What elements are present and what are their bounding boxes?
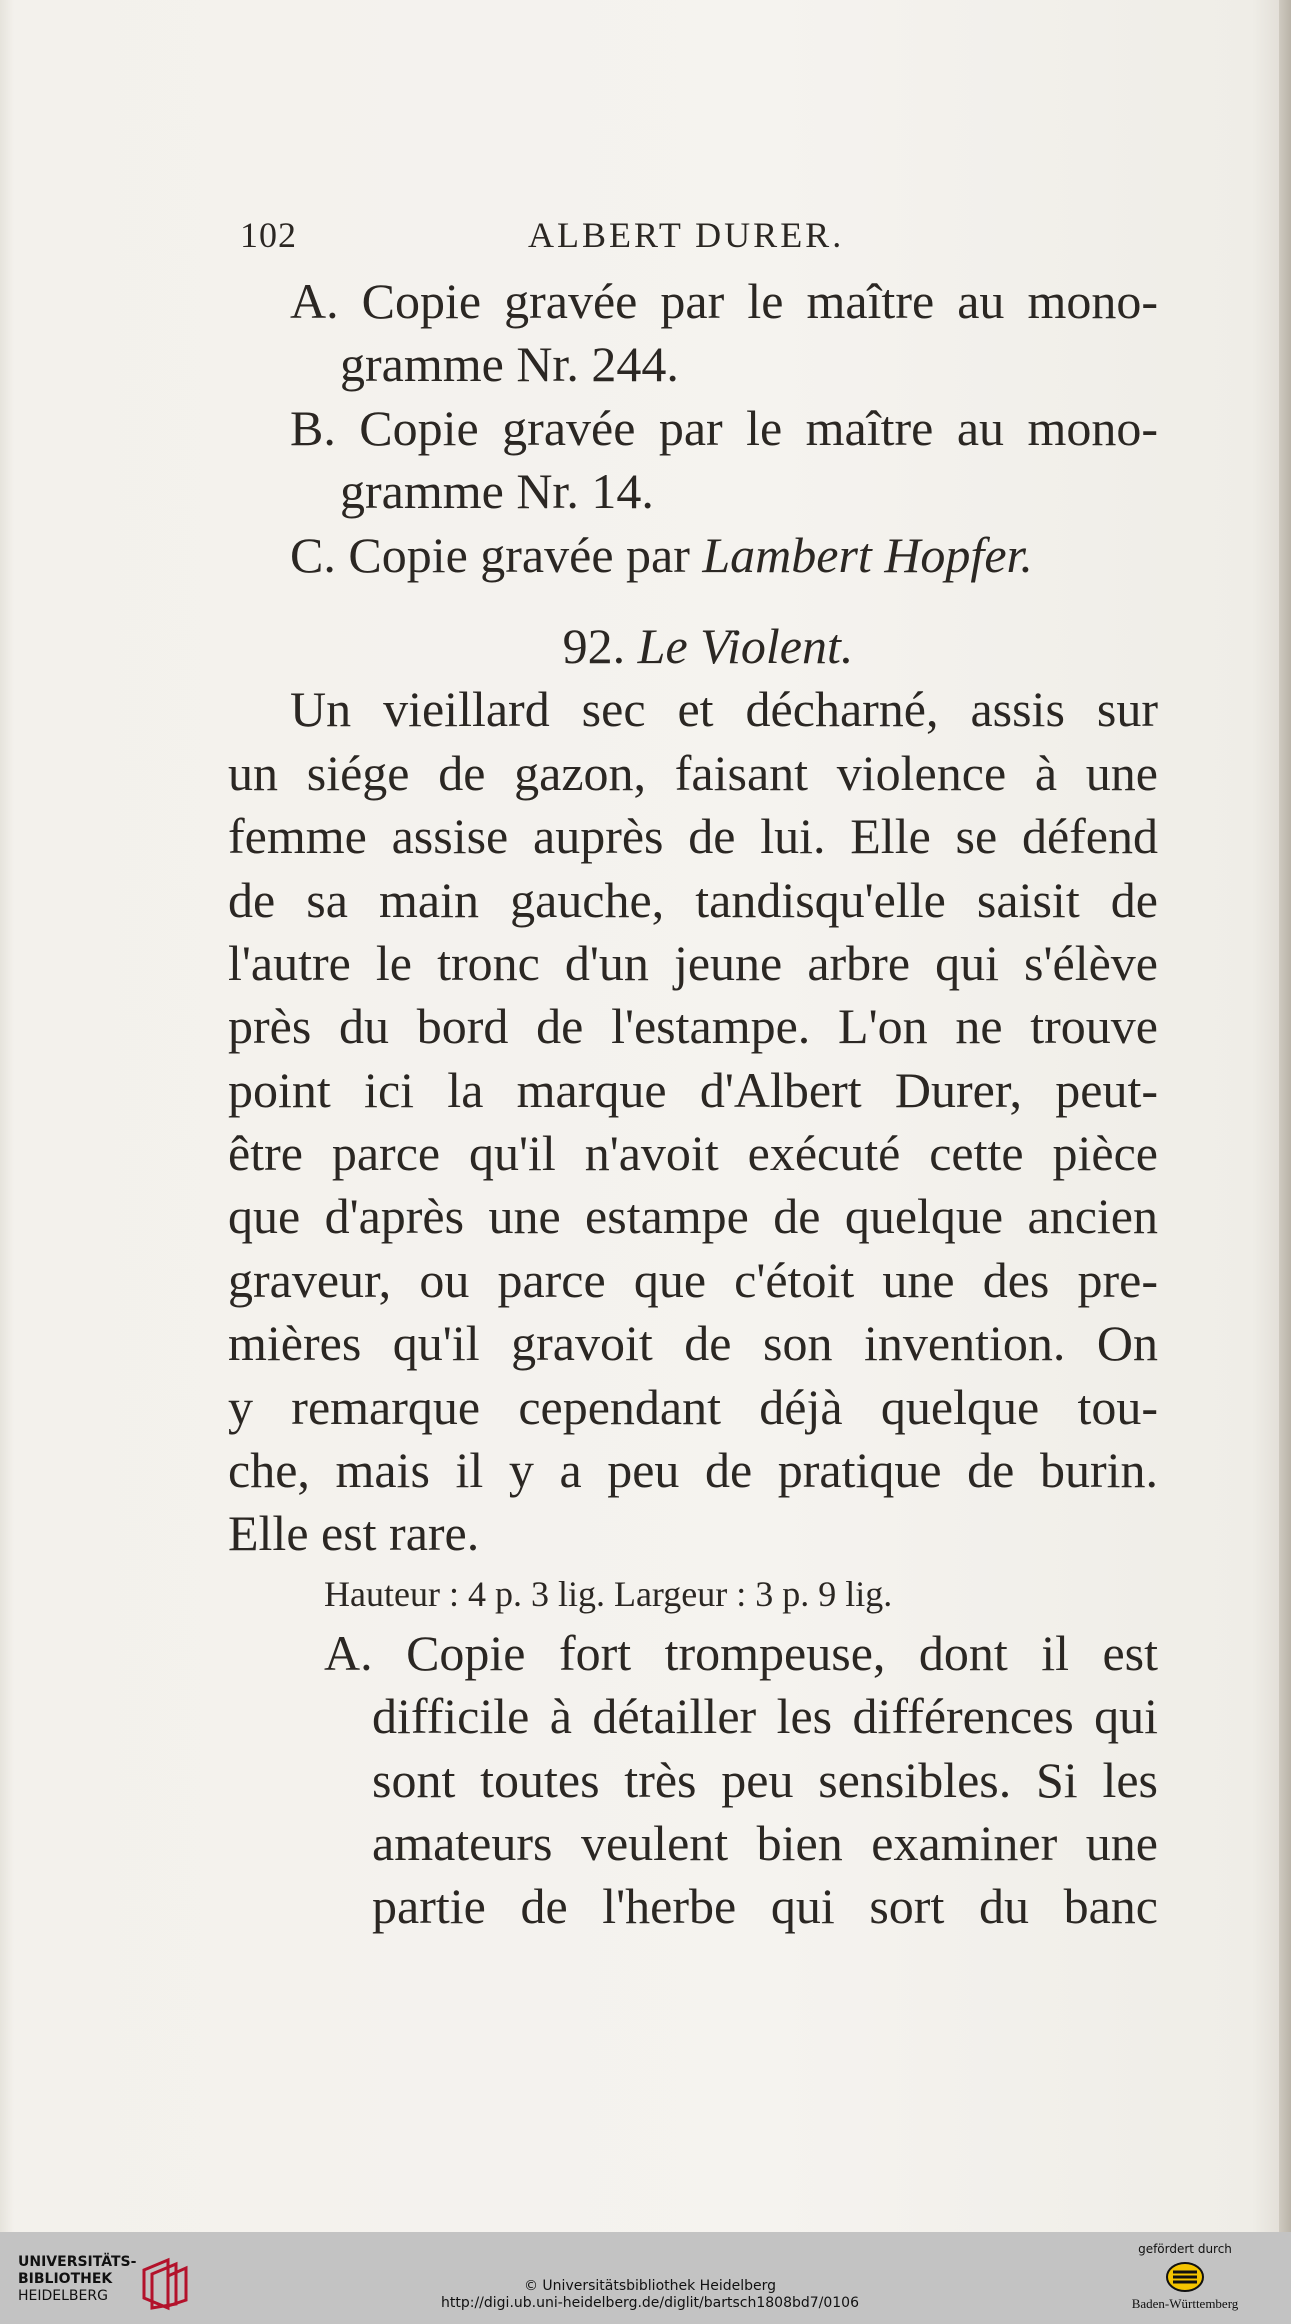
library-name-line: UNIVERSITÄTS- — [18, 2254, 137, 2270]
text-line: A. Copie gravée par le maître au mono- — [290, 273, 1158, 329]
permalink[interactable]: http://digi.ub.uni-heidelberg.de/diglit/bartsch1808bd7/0106 — [441, 2295, 859, 2311]
funded-by-label: gefördert durch — [1138, 2242, 1232, 2256]
text-block — [228, 210, 1158, 1939]
text-line: femme assise auprès de lui. Elle se défend — [228, 808, 1158, 865]
text-line: être parce qu'il n'avoit exécuté cette pièce — [228, 1125, 1158, 1182]
library-name — [18, 2254, 136, 2305]
library-emblem-icon — [138, 2256, 194, 2312]
text-line: Elle est rare. — [228, 1505, 480, 1562]
text-line: mières qu'il gravoit de son invention. On — [228, 1315, 1158, 1372]
footer-center — [300, 2278, 1000, 2312]
text-line: A. Copie fort trompeuse, dont il est — [324, 1624, 1158, 1681]
text-line: Un vieillard sec et décharné, assis sur — [290, 681, 1158, 738]
text-line: graveur, ou parce que c'étoit une des pre- — [228, 1251, 1158, 1308]
text-line: gramme Nr. 14. — [340, 463, 654, 520]
footer-bar — [0, 2232, 1291, 2324]
dimensions-line: Hauteur : 4 p. 3 lig. Largeur : 3 p. 9 lig. — [324, 1573, 893, 1614]
text-line: près du bord de l'estampe. L'on ne trouve — [228, 998, 1158, 1055]
text-line: sont toutes très peu sensibles. Si les — [372, 1751, 1158, 1808]
library-name-line: BIBLIOTHEK — [18, 2271, 113, 2287]
spacer — [228, 587, 1158, 615]
text-line: gramme Nr. 244. — [340, 336, 679, 393]
text-line: B. Copie gravée par le maître au mono- — [290, 399, 1158, 456]
section-number: 92. — [562, 617, 626, 674]
text-line: l'autre le tronc d'un jeune arbre qui s'élève — [228, 934, 1158, 991]
running-title: ALBERT DURER. — [528, 215, 845, 255]
section-name: Le Violent. — [637, 617, 854, 674]
funder-name: Baden-Württemberg — [1131, 2296, 1239, 2311]
text-line: difficile à détailler les différences qui — [372, 1688, 1158, 1745]
text-line — [228, 524, 1158, 587]
page-edge — [1279, 0, 1291, 2232]
state-crest-icon — [1163, 2260, 1207, 2294]
funder-block — [1110, 2242, 1260, 2312]
copyright-text: © Universitätsbibliothek Heidelberg — [523, 2278, 776, 2294]
page-number: 102 — [240, 215, 297, 255]
text-line: amateurs veulent bien examiner une — [372, 1814, 1158, 1871]
text-line: de sa main gauche, tandisqu'elle saisit de — [228, 871, 1158, 928]
text-line: que d'après une estampe de quelque ancien — [228, 1188, 1158, 1245]
library-name-line: HEIDELBERG — [18, 2288, 108, 2304]
text-line: che, mais il y a peu de pratique de burin. — [228, 1442, 1158, 1499]
library-logo[interactable] — [18, 2254, 188, 2314]
text-line: point ici la marque d'Albert Durer, peut- — [228, 1061, 1158, 1118]
text-line: partie de l'herbe qui sort du banc — [372, 1878, 1158, 1935]
text-line: y remarque cependant déjà quelque tou- — [228, 1378, 1158, 1435]
section-title — [228, 615, 1158, 678]
running-head — [228, 210, 1158, 270]
engraver-name: Lambert Hopfer. — [702, 526, 1033, 583]
copy-c-label: C. Copie gravée par — [290, 526, 690, 583]
text-line: un siége de gazon, faisant violence à une — [228, 744, 1158, 801]
